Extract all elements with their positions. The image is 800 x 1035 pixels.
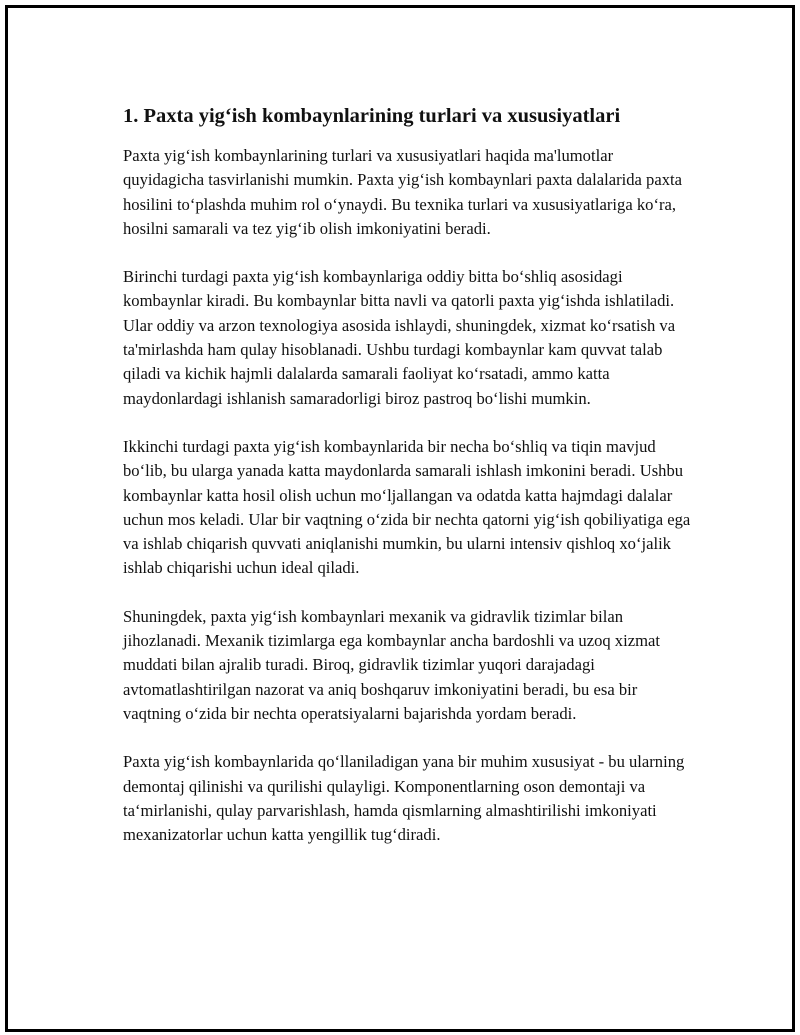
section-heading: 1. Paxta yig‘ish kombaynlarining turlari va xususiyatlari — [123, 105, 621, 127]
paragraph-2: Birinchi turdagi paxta yig‘ish kombaynlariga oddiy bitta bo‘shliq asosidagi kombaynlar kiradi. Bu kombaynlar bitta navli va qatorli paxta yig‘ishda ishlatiladi. Ular oddiy va arzon texnologiya asosida ishlaydi, shuningdek, xizmat ko‘rsatish va ta'mirlashda ham qulay hisoblanadi. Ushbu turdagi kombaynlar kam quvvat talab qiladi va kichik hajmli dalalarda samarali faoliyat ko‘rsatadi, ammo katta maydonlardagi ishlanish samaradorligi biroz pastroq bo‘lishi mumkin. — [123, 267, 676, 408]
document-body — [123, 102, 698, 871]
paragraph-4: Shuningdek, paxta yig‘ish kombaynlari mexanik va gidravlik tizimlar bilan jihozlanadi. Mexanik tizimlarga ega kombaynlar ancha bardoshli va uzoq xizmat muddati bilan ajralib turadi. Biroq, gidravlik tizimlar yuqori darajadagi avtomatlashtirilgan nazorat va aniq boshqaruv imkoniyatini beradi, bu esa bir vaqtning o‘zida bir nechta operatsiyalarni bajarishda yordam beradi. — [123, 606, 660, 723]
page-frame — [5, 5, 795, 1032]
paragraph-5: Paxta yig‘ish kombaynlarida qo‘llaniladigan yana bir muhim xususiyat - bu ularning demontaj qilinishi va qurilishi qulayligi. Komponentlarning oson demontaji va ta‘mirlanishi, qulay parvarishlash, hamda qismlarning almashtirilishi imkoniyati mexanizatorlar uchun katta yengillik tug‘diradi. — [123, 752, 685, 845]
paragraph-3: Ikkinchi turdagi paxta yig‘ish kombaynlarida bir necha bo‘shliq va tiqin mavjud bo‘lib, bu ularga yanada katta maydonlarda samarali ishlash imkonini beradi. Ushbu kombaynlar katta hosil olish uchun mo‘ljallangan va odatda katta hajmdagi dalalar uchun mos keladi. Ular bir vaqtning o‘zida bir nechta qatorni yig‘ish qobiliyatiga ega va ishlab chiqarish quvvati aniqlanishi mumkin, bu ularni intensiv qishloq xo‘jalik ishlab chiqarishi uchun ideal qiladi. — [123, 436, 691, 578]
paragraph-1: Paxta yig‘ish kombaynlarining turlari va xususiyatlari haqida ma'lumotlar quyidagicha tasvirlanishi mumkin. Paxta yig‘ish kombaynlari paxta dalalarida paxta hosilini to‘plashda muhim rol o‘ynaydi. Bu texnika turlari va xususiyatlariga ko‘ra, hosilni samarali va tez yig‘ib olish imkoniyatini beradi. — [123, 146, 682, 238]
